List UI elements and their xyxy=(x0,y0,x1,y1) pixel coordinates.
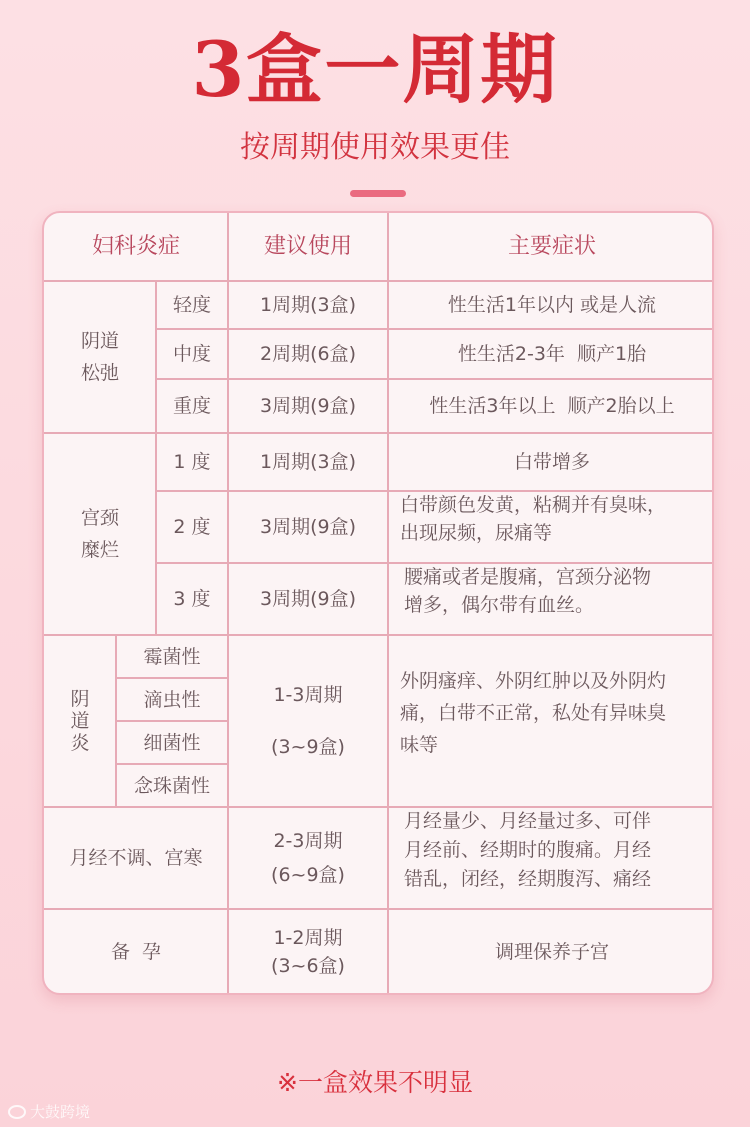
page-title: 3盒一周期 xyxy=(191,25,559,114)
symptom-line: 痛，白带不正常，私处有异味臭 xyxy=(400,702,667,724)
symptom-text xyxy=(388,491,714,563)
usage-cycle xyxy=(228,635,388,807)
grid-line xyxy=(44,908,714,910)
usage-cycle: 1周期(3盒) xyxy=(259,451,356,473)
grid-line xyxy=(156,562,714,564)
grid-line xyxy=(156,378,714,380)
grid-line xyxy=(44,806,714,808)
symptom-text: 性生活2-3年 顺产1胎 xyxy=(457,343,647,365)
usage-cycle: 3周期(9盒) xyxy=(259,516,356,538)
condition-vaginitis xyxy=(44,635,116,807)
symptom-text: 白带增多 xyxy=(513,451,590,473)
severity-level: 轻度 xyxy=(172,294,211,316)
symptom-text: 性生活1年以内 或是人流 xyxy=(447,294,657,316)
vaginitis-type: 细菌性 xyxy=(143,731,201,754)
grid-line xyxy=(44,432,714,434)
severity-level: 2 度 xyxy=(173,516,211,538)
condition-vaginitis-char: 道 xyxy=(70,710,90,732)
header-usage: 建议使用 xyxy=(263,234,352,259)
severity-level: 3 度 xyxy=(173,588,211,610)
usage-line: 1-2周期 xyxy=(273,927,343,949)
condition-erosion-line: 糜烂 xyxy=(80,539,119,561)
condition-vaginitis-char: 阴 xyxy=(70,688,90,710)
symptom-line: 增多，偶尔带有血丝。 xyxy=(404,594,595,616)
usage-line: 1-3周期 xyxy=(273,684,343,706)
condition-erosion-line: 宫颈 xyxy=(80,507,119,529)
usage-line: (6~9盒) xyxy=(271,864,345,886)
symptom-line: 外阴瘙痒、外阴红肿以及外阴灼 xyxy=(400,670,667,692)
symptom-line: 白带颜色发黄，粘稠并有臭味， xyxy=(400,494,667,516)
symptom-line: 腰痛或者是腹痛，宫颈分泌物 xyxy=(404,566,652,588)
condition-vaginitis-char: 炎 xyxy=(70,732,90,754)
condition-menstrual: 月经不调、宫寒 xyxy=(69,847,203,869)
condition-laxity-line: 松弛 xyxy=(80,362,119,384)
watermark xyxy=(8,1101,90,1122)
usage-line: (3~6盒) xyxy=(271,955,345,977)
grid-line xyxy=(387,213,389,995)
usage-cycle: 3周期(9盒) xyxy=(259,588,356,610)
grid-line xyxy=(116,720,228,722)
usage-table xyxy=(42,211,714,995)
severity-level: 重度 xyxy=(172,395,211,417)
usage-cycle: 3周期(9盒) xyxy=(259,395,356,417)
watermark-text: 大鼓跨境 xyxy=(30,1103,91,1121)
symptom-line: 出现尿频，尿痛等 xyxy=(400,522,553,544)
symptom-text: 调理保养子宫 xyxy=(494,941,609,963)
grid-line xyxy=(115,635,117,807)
condition-pregnancy: 备 孕 xyxy=(110,941,162,963)
usage-line: (3~9盒) xyxy=(271,736,345,758)
grid-line xyxy=(227,213,229,995)
symptom-text xyxy=(388,807,714,909)
severity-level: 中度 xyxy=(172,343,211,365)
header-condition: 妇科炎症 xyxy=(91,234,180,259)
header-symptoms: 主要症状 xyxy=(507,234,596,259)
vaginitis-type: 滴虫性 xyxy=(143,688,201,711)
symptom-text xyxy=(388,563,714,635)
symptom-text: 性生活3年以上 顺产2胎以上 xyxy=(429,395,675,417)
footer-note: ※一盒效果不明显 xyxy=(277,1068,473,1097)
usage-cycle: 2周期(6盒) xyxy=(259,343,356,365)
vaginitis-type: 霉菌性 xyxy=(143,645,201,668)
grid-line xyxy=(155,281,157,635)
severity-level: 1 度 xyxy=(173,451,211,473)
usage-cycle xyxy=(228,807,388,909)
grid-line xyxy=(116,763,228,765)
symptom-line: 味等 xyxy=(400,734,439,756)
usage-cycle xyxy=(228,909,388,995)
grid-line xyxy=(156,490,714,492)
grid-line xyxy=(156,328,714,330)
symptom-line: 错乱，闭经，经期腹泻、痛经 xyxy=(404,868,652,890)
condition-erosion xyxy=(44,433,156,635)
grid-line xyxy=(44,634,714,636)
grid-line xyxy=(116,677,228,679)
condition-laxity-line: 阴道 xyxy=(80,330,119,352)
grid-line xyxy=(44,280,714,282)
symptom-text xyxy=(388,635,714,807)
symptom-line: 月经量少、月经量过多、可伴 xyxy=(404,810,652,832)
usage-line: 2-3周期 xyxy=(273,830,343,852)
usage-cycle: 1周期(3盒) xyxy=(259,294,356,316)
watermark-logo-icon xyxy=(8,1105,26,1119)
vaginitis-type: 念珠菌性 xyxy=(133,774,210,797)
title-divider xyxy=(350,190,406,197)
condition-laxity xyxy=(44,281,156,433)
page-subtitle: 按周期使用效果更佳 xyxy=(240,130,510,165)
symptom-line: 月经前、经期时的腹痛。月经 xyxy=(404,839,652,861)
